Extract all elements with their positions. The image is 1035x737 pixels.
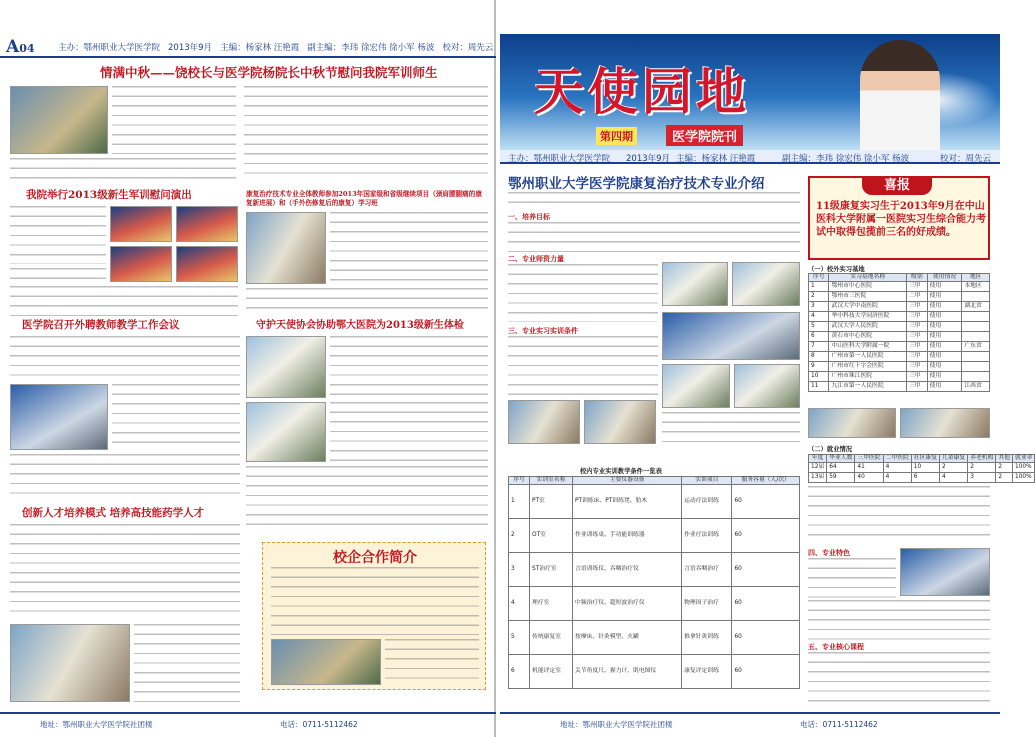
lab_table-header-4: 服务容量（人/次） <box>732 477 800 485</box>
base_table-cell: 广州市珠江医院 <box>829 372 907 382</box>
table-row <box>809 302 990 312</box>
base_table-cell <box>962 332 990 342</box>
base_table-header-4: 地区 <box>962 274 990 282</box>
employ-table <box>808 454 1035 483</box>
base_table-cell: 三甲 <box>907 362 927 372</box>
section-goal: 一、培养目标 <box>508 213 550 221</box>
photo-military-1 <box>110 206 172 242</box>
base_table-cell: 使用 <box>927 382 962 392</box>
photo-practice-2 <box>584 400 656 444</box>
table-row <box>809 362 990 372</box>
employ_table-cell: 2 <box>968 463 996 473</box>
lab_table-header-0: 序号 <box>509 477 530 485</box>
lab_table-cell: 传统康复室 <box>530 621 573 655</box>
table-row <box>809 332 990 342</box>
base_table-cell: 华中科技大学同济医院 <box>829 312 907 322</box>
headline-external-teachers: 医学院召开外聘教师教学工作会议 <box>22 319 180 331</box>
lab_table-cell: 60 <box>732 485 800 519</box>
text-guard-3 <box>246 466 488 532</box>
base_table-cell: 三甲 <box>907 372 927 382</box>
base_table-cell: 广东省 <box>962 342 990 352</box>
text-features <box>808 558 896 598</box>
left-footer-phone: 电话：0711-5112462 <box>280 720 358 729</box>
base_table-cell: 三甲 <box>907 352 927 362</box>
lab_table-header-2: 主要仪器设备 <box>573 477 682 485</box>
lab_table-cell: 60 <box>732 587 800 621</box>
base_table-cell: 10 <box>809 372 829 382</box>
photo-guard-angel <box>246 336 326 398</box>
base_table-cell: 鄂州市中心医院 <box>829 282 907 292</box>
photo-military-4 <box>176 246 238 282</box>
table-row <box>509 655 800 689</box>
table-row <box>809 342 990 352</box>
text-guard-1 <box>330 336 488 398</box>
photo-practice-4 <box>734 364 800 408</box>
base_table-cell: 三甲 <box>907 382 927 392</box>
base_table-cell: 武汉大学人民医院 <box>829 322 907 332</box>
employ_table-cell: 40 <box>855 473 883 483</box>
lab_table-cell: 关节角度尺、握力计、肌电图仪 <box>573 655 682 689</box>
headline-innovation: 创新人才培养模式 培养高技能药学人才 <box>22 507 205 519</box>
base_table-cell: 使用 <box>927 282 962 292</box>
right-header-meta: 主办：鄂州职业大学医学院 2013年9月 主编：杨家林 汪艳霞 副主编：李玮 徐宏伟 徐小军 杨波 校对：周先云 <box>500 150 1000 164</box>
base-table <box>808 273 990 392</box>
headline-guard-angel: 守护天使协会协助鄂大医院为2013级新生体检 <box>256 320 464 331</box>
base_table-cell: 4 <box>809 312 829 322</box>
section-features: 四、专业特色 <box>808 549 850 557</box>
photo-training-1 <box>808 408 896 438</box>
photo-faculty-3 <box>662 312 800 360</box>
announcement-text: 11级康复实习生于2013年9月在中山医科大学附属一医院实习生综合能力考试中取得包揽前三名的好成绩。 <box>816 201 986 238</box>
lab_table-cell: 言语吞咽治疗 <box>682 553 732 587</box>
lab_table-cell: 康复评定训练 <box>682 655 732 689</box>
lab_table-cell: 4 <box>509 587 530 621</box>
masthead <box>500 34 1000 150</box>
lab_table-cell: 中频治疗仪、超短波治疗仪 <box>573 587 682 621</box>
base_table-cell: 江西省 <box>962 382 990 392</box>
section-core-courses: 五、专业核心课程 <box>808 643 864 651</box>
base_table-cell: 使用 <box>927 312 962 322</box>
base_table-cell: 三甲 <box>907 332 927 342</box>
lab_table-cell: ST治疗室 <box>530 553 573 587</box>
photo-practice-1 <box>508 400 580 444</box>
lab_table-cell: 作业训练桌、手功能训练器 <box>573 519 682 553</box>
lab_table-cell: 60 <box>732 621 800 655</box>
photo-training-2 <box>900 408 990 438</box>
base_table-cell: 使用 <box>927 362 962 372</box>
masthead-motto: 医学院院刊 <box>666 125 743 146</box>
headline-midautumn: 情满中秋——饶校长与医学院杨院长中秋节慰问我院军训师生 <box>100 65 438 80</box>
lab_table-cell: 60 <box>732 519 800 553</box>
text-employment <box>808 486 990 542</box>
lab_table-cell: 推拿针灸训练 <box>682 621 732 655</box>
photo-midautumn <box>10 86 108 154</box>
employ_table-header-5: 儿童康复 <box>940 455 968 463</box>
left-page-header <box>0 36 496 58</box>
text-cooperation-2 <box>385 639 479 685</box>
base_table-cell <box>962 362 990 372</box>
photo-newspaper <box>900 548 990 596</box>
employ_table-cell: 3 <box>968 473 996 483</box>
base_table-cell: 武汉大学中南医院 <box>829 302 907 312</box>
left-header-meta: 主办：鄂州职业大学医学院 2013年9月 主编：杨家林 汪艳霞 副主编：李玮 徐宏伟 徐小军 杨波 校对：周先云 <box>58 43 494 53</box>
base_table-header-3: 使用情况 <box>927 274 962 282</box>
employ_table-cell: 2 <box>940 463 968 473</box>
table-row <box>809 282 990 292</box>
text-rehab-2 <box>246 288 488 316</box>
lab_table-cell: 5 <box>509 621 530 655</box>
base_table-cell: 三甲 <box>907 322 927 332</box>
text-practice-2 <box>662 412 800 444</box>
employ_table-cell: 64 <box>827 463 855 473</box>
right-page <box>500 0 1033 737</box>
table-row <box>809 473 1035 483</box>
lab-table <box>508 476 800 689</box>
base_table-cell: 11 <box>809 382 829 392</box>
employ_table-header-8: 就业率 <box>1013 455 1035 463</box>
base_table-cell: 7 <box>809 342 829 352</box>
base_table-cell: 2 <box>809 292 829 302</box>
headline-military-show: 我院举行2013级新生军训慰问演出 <box>26 189 192 201</box>
employ_table-header-6: 养老机构 <box>968 455 996 463</box>
text-features-2 <box>808 600 990 640</box>
table-row <box>809 292 990 302</box>
employ_table-header-3: 二甲医院 <box>883 455 911 463</box>
lab_table-cell: PT训练床、PT训练凳、肋木 <box>573 485 682 519</box>
photo-practice-3 <box>662 364 730 408</box>
lab_table-header-3: 实训项目 <box>682 477 732 485</box>
employ-table-caption: （二）就业情况 <box>808 446 853 453</box>
base_table-cell: 三甲 <box>907 342 927 352</box>
employ_table-cell: 59 <box>827 473 855 483</box>
page-number: A04 <box>6 37 35 57</box>
text-innovation-2 <box>134 624 240 702</box>
text-midautumn-3 <box>244 86 488 182</box>
employ_table-cell: 13届 <box>809 473 827 483</box>
text-midautumn-2 <box>10 158 236 182</box>
employ_table-header-4: 社区康复 <box>911 455 939 463</box>
right-footer-phone: 电话：0711-5112462 <box>800 720 878 729</box>
photo-innovation <box>10 624 130 702</box>
base_table-cell <box>962 312 990 322</box>
base_table-cell: 3 <box>809 302 829 312</box>
masthead-title: 天使园地 <box>534 62 750 121</box>
employ_table-cell: 4 <box>940 473 968 483</box>
lab_table-cell: 60 <box>732 655 800 689</box>
base_table-cell: 使用 <box>927 332 962 342</box>
employ_table-cell: 4 <box>883 473 911 483</box>
text-innovation-1 <box>10 524 240 620</box>
table-row <box>809 312 990 322</box>
lab_table-cell: 1 <box>509 485 530 519</box>
cooperation-title: 校企合作简介 <box>333 550 417 566</box>
headline-rehab-conference: 康复治疗技术专业全体教师参加2013年国家级和省级继续项目（颈肩腰腿痛的康复新进展）和（手外伤修复后的康复）学习班 <box>246 190 482 207</box>
table-row <box>809 322 990 332</box>
employ_table-header-7: 其他 <box>996 455 1013 463</box>
lab_table-cell: 作业疗法训练 <box>682 519 732 553</box>
lab_table-cell: OT室 <box>530 519 573 553</box>
photo-cooperation <box>271 639 381 685</box>
text-intro <box>508 192 800 210</box>
employ_table-cell: 100% <box>1013 463 1035 473</box>
text-core-courses <box>808 652 990 706</box>
base_table-cell <box>962 292 990 302</box>
photo-guard-angel-2 <box>246 402 326 462</box>
table-row <box>809 372 990 382</box>
base_table-cell: 二甲 <box>907 292 927 302</box>
table-row <box>509 621 800 655</box>
employ_table-header-2: 三甲医院 <box>855 455 883 463</box>
text-external-1 <box>10 336 240 382</box>
announcement-tag: 喜报 <box>862 177 932 195</box>
base_table-cell: 5 <box>809 322 829 332</box>
left-page <box>0 0 496 737</box>
base_table-cell: 1 <box>809 282 829 292</box>
table-row <box>509 553 800 587</box>
base_table-cell: 湖北省 <box>962 302 990 312</box>
photo-faculty-1 <box>662 262 728 306</box>
left-footer <box>0 712 496 734</box>
cooperation-box <box>262 542 486 690</box>
lab_table-cell: 物理因子治疗 <box>682 587 732 621</box>
lab_table-cell: 言语训练仪、吞咽治疗仪 <box>573 553 682 587</box>
lab_table-cell: 6 <box>509 655 530 689</box>
masthead-issue: 第四期 <box>596 127 637 145</box>
employ_table-cell: 4 <box>883 463 911 473</box>
base_table-cell: 三甲 <box>907 282 927 292</box>
text-external-3 <box>10 454 240 502</box>
lab_table-cell: 2 <box>509 519 530 553</box>
section-faculty: 二、专业师资力量 <box>508 255 564 263</box>
base_table-cell: 九江市第一人民医院 <box>829 382 907 392</box>
base_table-cell: 使用 <box>927 372 962 382</box>
base_table-cell: 使用 <box>927 302 962 312</box>
text-practice <box>508 336 658 396</box>
announcement-box <box>808 176 990 260</box>
base_table-cell: 广州市第一人民医院 <box>829 352 907 362</box>
lab_table-cell: PT室 <box>530 485 573 519</box>
text-military-1 <box>10 206 106 264</box>
base_table-cell: 三甲 <box>907 302 927 312</box>
base_table-header-2: 级别 <box>907 274 927 282</box>
left-footer-address: 地址：鄂州职业大学医学院社团楼 <box>40 720 153 729</box>
base_table-cell: 使用 <box>927 352 962 362</box>
text-rehab-1 <box>330 212 488 284</box>
text-midautumn-1 <box>112 86 236 154</box>
table-row <box>809 382 990 392</box>
base_table-cell: 8 <box>809 352 829 362</box>
lab_table-cell: 60 <box>732 553 800 587</box>
base_table-cell <box>962 322 990 332</box>
base_table-cell: 广州市红十字会医院 <box>829 362 907 372</box>
base_table-cell <box>962 352 990 362</box>
table-row <box>809 352 990 362</box>
text-goal <box>508 222 800 252</box>
base_table-cell: 使用 <box>927 322 962 332</box>
lab_table-cell: 理疗室 <box>530 587 573 621</box>
text-military-2 <box>10 268 106 282</box>
employ_table-cell: 10 <box>911 463 939 473</box>
base_table-cell: 9 <box>809 362 829 372</box>
employ_table-cell: 12届 <box>809 463 827 473</box>
employ_table-header-0: 年度 <box>809 455 827 463</box>
employ_table-cell: 41 <box>855 463 883 473</box>
angel-figure-image <box>860 40 940 150</box>
right-footer-address: 地址：鄂州职业大学医学院社团楼 <box>560 720 673 729</box>
table-row <box>509 519 800 553</box>
lab_table-cell: 运动疗法训练 <box>682 485 732 519</box>
section-practice: 三、专业实习实训条件 <box>508 327 578 335</box>
lab_table-cell: 按摩床、针灸模型、火罐 <box>573 621 682 655</box>
lab-table-caption: 校内专业实训教学条件一览表 <box>580 468 662 475</box>
base_table-header-0: 序号 <box>809 274 829 282</box>
base_table-cell: 三甲 <box>907 312 927 322</box>
employ_table-cell: 6 <box>911 473 939 483</box>
right-footer <box>500 712 1000 734</box>
lab_table-cell: 机能评定室 <box>530 655 573 689</box>
photo-faculty-2 <box>732 262 800 306</box>
text-guard-2 <box>330 402 488 462</box>
photo-external-teachers <box>10 384 108 450</box>
table-row <box>509 587 800 621</box>
base_table-cell: 使用 <box>927 292 962 302</box>
text-external-2 <box>112 384 240 450</box>
text-faculty <box>508 264 658 322</box>
employ_table-cell: 100% <box>1013 473 1035 483</box>
lab_table-cell: 3 <box>509 553 530 587</box>
base_table-cell: 中山医科大学附属一院 <box>829 342 907 352</box>
base_table-cell: 6 <box>809 332 829 342</box>
text-cooperation-1 <box>271 567 479 635</box>
base_table-cell: 本地区 <box>962 282 990 292</box>
photo-rehab-conference <box>246 212 326 284</box>
employ_table-cell: 2 <box>996 473 1013 483</box>
base_table-cell: 使用 <box>927 342 962 352</box>
text-military-3 <box>10 286 238 316</box>
lab_table-header-1: 实训室名称 <box>530 477 573 485</box>
table-row <box>509 485 800 519</box>
table-row <box>809 463 1035 473</box>
base_table-cell <box>962 372 990 382</box>
employ_table-cell: 2 <box>996 463 1013 473</box>
base_table-header-1: 实习基地名称 <box>829 274 907 282</box>
photo-military-2 <box>176 206 238 242</box>
base_table-cell: 鄂州市三医院 <box>829 292 907 302</box>
main-article-title: 鄂州职业大学医学院康复治疗技术专业介绍 <box>508 176 765 192</box>
base_table-cell: 黄石市中心医院 <box>829 332 907 342</box>
photo-military-3 <box>110 246 172 282</box>
base-table-caption: （一）校外实习基地 <box>808 266 865 273</box>
employ_table-header-1: 毕业人数 <box>827 455 855 463</box>
